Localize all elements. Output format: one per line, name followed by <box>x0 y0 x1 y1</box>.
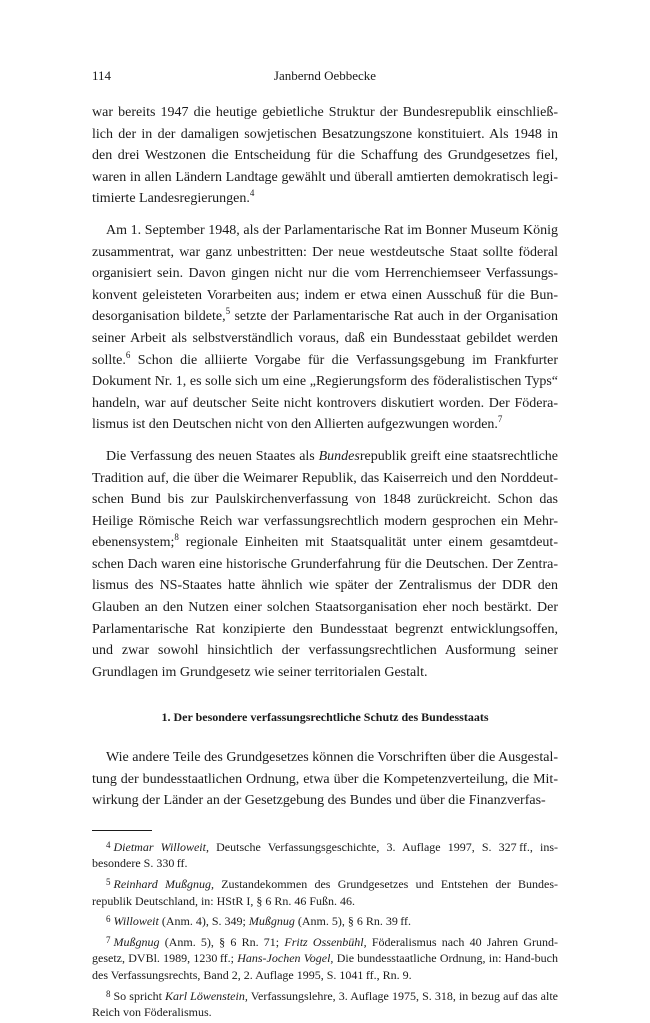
text-run: (Anm. 5), § 6 Rn. 39 ff. <box>294 914 412 929</box>
footnotes <box>92 837 558 1021</box>
text-run: (Anm. 5), § 6 Rn. 71; <box>159 934 285 949</box>
text-run: So spricht <box>113 988 166 1003</box>
footnote-6 <box>92 911 558 930</box>
paragraph-3 <box>92 446 558 684</box>
italic-text: Willoweit <box>113 914 159 929</box>
running-header <box>92 68 558 84</box>
page-number: 114 <box>92 68 112 83</box>
text-run: republik greift eine staatsrechtliche Tradition auf, die über die Weimarer Republik, das Kaiserreich und den Norddeut-schen Bund bis zur Paulskirchenverfassung von 1848 zurückreicht. Schon das Heilige Römische Reich war verfassungsrechtlich modern gesprochen ein Mehr-ebenensystem; <box>92 448 558 551</box>
running-head-author: Janbernd Oebbecke <box>273 68 377 83</box>
section-heading: 1. Der besondere verfassungsrechtliche Schutz des Bundesstaats <box>161 710 489 725</box>
footnote-4 <box>92 837 558 872</box>
text-run: regionale Einheiten mit Staatsqualität unter einem gesamtdeut-schen Dach waren eine historische Grunderfahrung für die Deutschen. Der Zentra-lismus des NS-Staates hatte ähnlich wie später der Zentralismus der DDR den Glauben an den Nutzen einer solchen Staatsorganisation eher noch bestärkt. Der Parlamentarische Rat konzipierte den Bundesstaat begrenzt entwicklungsoffen, und zwar sowohl hinsichtlich der verfassungsrechtlichen Ausformung seiner Grundlagen im Grundgesetz wie seiner territorialen Gestalt. <box>92 535 558 680</box>
paragraph-1 <box>92 102 558 210</box>
footnote-number: 7 <box>106 934 111 945</box>
italic-text: Dietmar Willoweit, <box>113 839 209 854</box>
text-run: (Anm. 4), S. 349; <box>158 914 249 929</box>
text-run: Die Verfassung des neuen Staates als <box>106 448 319 464</box>
text-run: Am 1. September 1948, als der Parlamentarische Rat im Bonner Museum König zusammentrat, war ganz unbestritten: Der neue westdeutsche Staat sollte föderal organisiert sein. Davon gingen nicht nur die vom Herrenchiemseer Verfassungs-konvent geleisteten Vorarbeiten aus; indem er etwa einen Ausschuß für die Bun-desorganisation bildete, <box>92 222 558 325</box>
italic-text: Fritz Ossenbühl, <box>284 934 367 949</box>
footnote-reference: 4 <box>249 188 255 199</box>
footnote-number: 5 <box>106 877 111 887</box>
italic-text: Bundes <box>318 448 360 464</box>
text-run: Die bundesstaatliche Ordnung, in: Hand-buch des Verfassungsrechts, Band 2, 2. Auflage 1995, S. 1041 ff., Rn. 9. <box>92 951 558 982</box>
text-run: war bereits 1947 die heutige gebietliche Struktur der Bundesrepublik einschließ-lich der in der damaligen sowjetischen Besatzungszone konstituiert. Als 1948 in den drei Westzonen die Entscheidung für die Schaffung des Grundgesetzes fiel, waren in allen Ländern Landtage gewählt und überall amtierten demokratisch legi-timierte Landesregierungen. <box>92 105 558 207</box>
paragraph-2 <box>92 220 558 436</box>
italic-text: Hans-Jochen Vogel, <box>237 951 334 966</box>
text-run: setzte der Parlamentarische Rat auch in der Organisation seiner Arbeit als selbstverständlich voraus, daß ein Bundesstaat gebildet werden sollte. <box>92 309 558 368</box>
footnote-8 <box>92 986 558 1021</box>
main-text <box>92 102 558 812</box>
italic-text: Mußgnug <box>113 934 160 949</box>
footnote-reference: 6 <box>125 349 131 360</box>
italic-text: Reinhard Mußgnug, <box>113 877 214 891</box>
section-paragraph: Wie andere Teile des Grundgesetzes können die Vorschriften über die Ausgestal-tung der bundesstaatlichen Ordnung, etwa über die Kompetenzverteilung, die Mit-wirkung der Länder an der Gesetzgebung des Bundes und über die Finanzverfas- <box>92 750 558 809</box>
footnote-7 <box>92 932 558 984</box>
footnote-5 <box>92 874 558 909</box>
text-run: Verfassungslehre, 3. Auflage 1975, S. 318, in bezug auf das alte Reich von Föderalismus. <box>92 988 558 1020</box>
italic-text: Mußgnug <box>248 914 295 929</box>
text-run: Deutsche Verfassungsgeschichte, 3. Auflage 1997, S. 327 ff., ins-besondere S. 330 ff. <box>92 839 558 871</box>
footnote-reference: 8 <box>174 532 179 543</box>
book-page <box>92 68 558 1023</box>
italic-text: Karl Löwenstein, <box>165 988 248 1003</box>
footnote-reference: 7 <box>497 414 503 425</box>
footnote-number: 8 <box>106 988 111 999</box>
text-run: Schon die alliierte Vorgabe für die Verfassungsgebung im Frankfurter Dokument Nr. 1, es solle sich um eine „Regierungsform des föderalistischen Typs“ handeln, war auf deutscher Seite nicht kontrovers diskutiert worden. Der Födera-lismus ist den Deutschen nicht von den Allierten aufgezwungen worden. <box>92 352 558 433</box>
footnote-separator <box>92 830 152 831</box>
text-run: Zustandekommen des Grundgesetzes und Entstehen der Bundes-republik Deutschland, in: HStR I, § 6 Rn. 46 Fußn. 46. <box>92 877 558 908</box>
footnote-number: 4 <box>106 839 111 850</box>
text-run: Föderalismus nach 40 Jahren Grund-gesetz, DVBl. 1989, 1230 ff.; <box>92 934 558 966</box>
footnote-number: 6 <box>106 914 111 925</box>
footnote-reference: 5 <box>225 306 231 317</box>
